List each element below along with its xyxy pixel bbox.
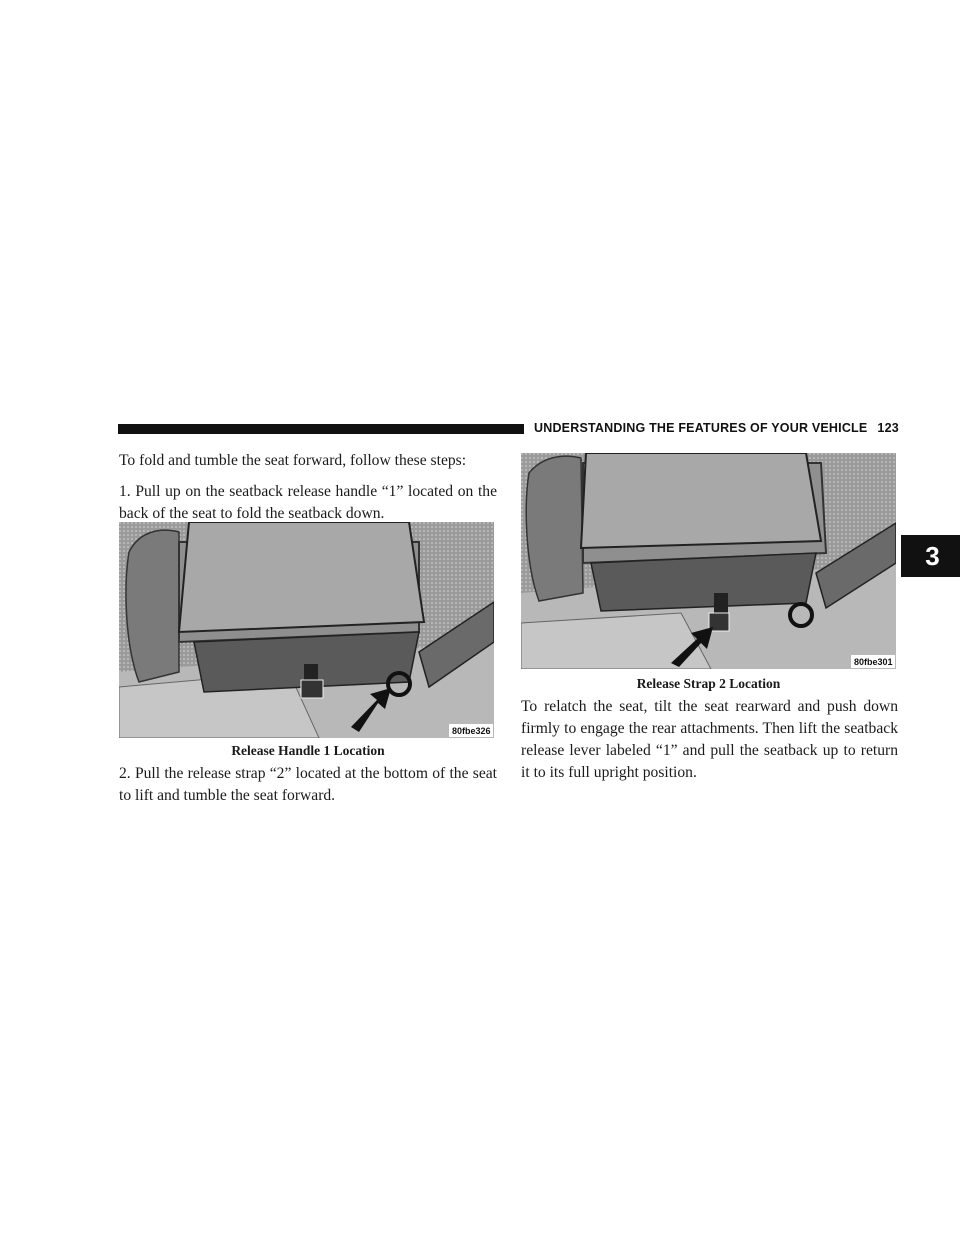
page-number: 123 xyxy=(877,421,899,435)
figure-release-handle xyxy=(119,522,494,738)
step-1-paragraph: 1. Pull up on the seatback release handle “1” located on the back of the seat to fold the seatback down. xyxy=(119,483,497,522)
figure-release-strap xyxy=(521,453,896,669)
figure-2-caption: Release Strap 2 Location xyxy=(636,676,781,691)
header-title: UNDERSTANDING THE FEATURES OF YOUR VEHICLE xyxy=(534,421,868,435)
figure-code-2: 80fbe301 xyxy=(854,657,893,667)
intro-paragraph: To fold and tumble the seat forward, follow these steps: xyxy=(119,452,467,469)
figure-1-caption: Release Handle 1 Location xyxy=(231,743,385,758)
running-header xyxy=(534,421,899,435)
header-rule xyxy=(118,424,524,434)
chapter-tab: 3 xyxy=(901,535,960,577)
figure-code-1: 80fbe326 xyxy=(452,726,491,736)
seat-illustration-1 xyxy=(119,522,494,738)
seat-illustration-2 xyxy=(521,453,896,669)
step-2-paragraph: 2. Pull the release strap “2” located at the bottom of the seat to lift and tumble the seat forward. xyxy=(119,765,497,804)
relatch-paragraph: To relatch the seat, tilt the seat rearward and push down firmly to engage the rear attachments. Then lift the seatback release lever labeled “1” and pull the seatback up to return it to its full upright position. xyxy=(521,698,898,781)
